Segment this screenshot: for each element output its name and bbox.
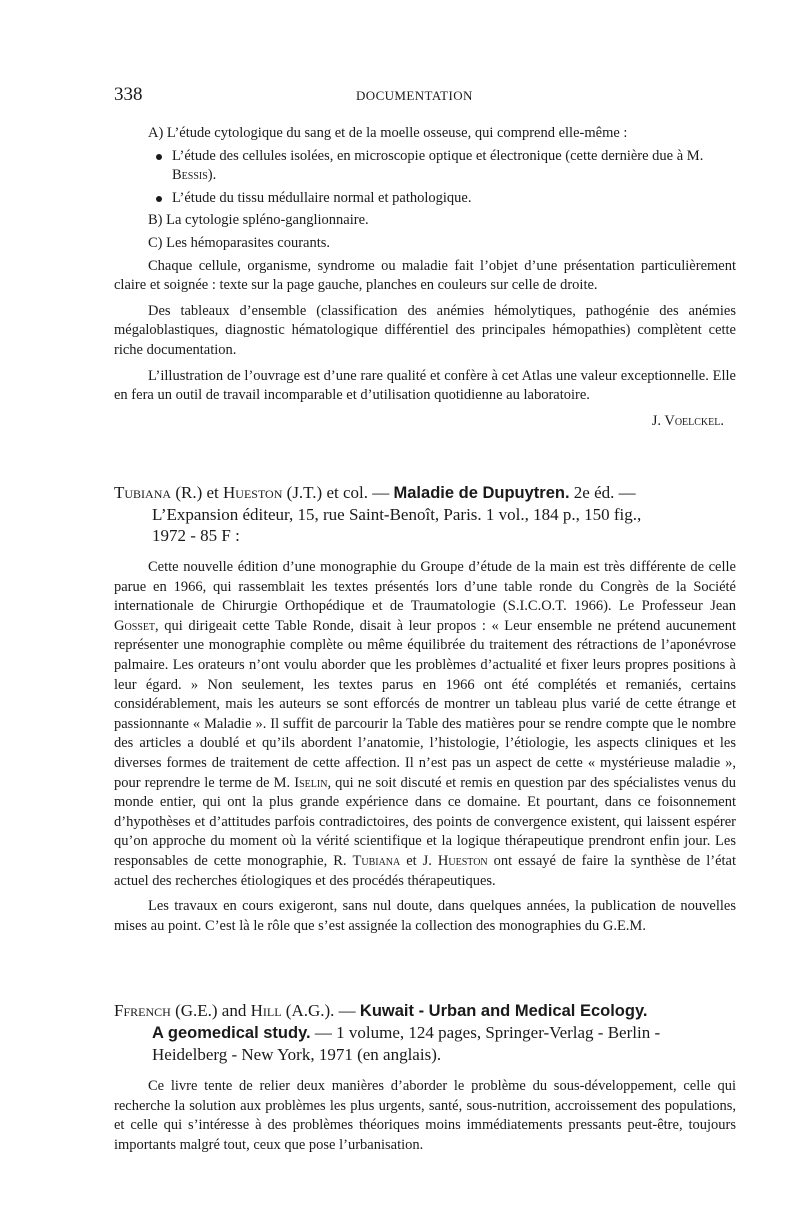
bullet-icon xyxy=(156,196,162,202)
second-review xyxy=(114,482,736,942)
first-review xyxy=(114,124,736,431)
bullet-icon xyxy=(156,154,162,160)
person-name: Gosset xyxy=(114,617,156,634)
paragraph: Ce livre tente de relier deux manières d’aborder le problème du sous-développement, celle qui recherche la solution aux problèmes les plus urgents, santé, sous-nutrition, accroissement des populations, et celle qui s’intéresse à des problèmes théoriques moins immédiatements pressants peut-être, toujours importants malgré tout, ceux que pose l’urbanisation. xyxy=(114,1078,736,1153)
third-review xyxy=(114,1000,736,1161)
publication-info: L’Expansion éditeur, 15, rue Saint-Benoît, Paris. 1 vol., 184 p., 150 fig., xyxy=(152,505,642,524)
author-name: Hill xyxy=(250,1001,282,1020)
item-c: C) Les hémoparasites courants. xyxy=(148,234,331,251)
person-name: Iselin xyxy=(294,774,328,791)
paragraph: Des tableaux d’ensemble (classification des anémies hémolytiques, pathogénie des anémies mégaloblastiques, diagnostic hématologique différentiel des principales hémopathies) complètent cette riche documentation. xyxy=(114,302,736,358)
person-name: Tubiana xyxy=(352,852,401,869)
publication-info: 1972 - 85 F : xyxy=(152,526,240,545)
paragraph: Cette nouvelle édition d’une monographie du Groupe d’étude de la main est très différente de celle parue en 1966, qui rassemblait les textes présentés lors d’une table ronde du Congrès de la Société internationale de Chirurgie Orthopédique et de Traumatologie (S.I.C.O.T. 1966). Le Professeur Jean Gosset, qui dirigeait cette Table Ronde, disait à leur propos : « Leur ensemble ne prétend aucunement représenter une monographie complète ou même équilibrée du traitement des rétractions de l’aponévrose palmaire. Les orateurs n’ont voulu aborder que les problèmes d’actualité et fixer leurs propres positions à leur égard. » Non seulement, les textes parus en 1966 ont été complétés et remaniés, certains considérablement, mais les auteurs se sont efforcés de montrer un tableau plus varié de cette étrange et passionnante « Maladie ». Il suffit de parcourir la Table des matières pour se rendre compte que le nombre des articles a doublé et qu’ils abordent l’anatomie, l’histologie, l’étiologie, les aspects cliniques et les diverses formes de traitement de cette affection. Il n’est pas un aspect de cette « mystérieuse maladie », pour reprendre le terme de M. Iselin, qui ne soit discuté et remis en question par des spécialistes venus du monde entier, qui ont la plus grande expérience dans ce domaine. Et pourtant, dans ce foisonnement d’hypothèses et d’attitudes parfois contradictoires, des points de convergence existent, qui laissent espérer qu’on approche du moment où la vérité scientifique et la logique thérapeutique prendront enfin jour. Les responsables de cette monographie, R. Tubiana et J. Hueston ont essayé de faire la synthèse de l’état actuel des recherches étiologiques et des procédés thérapeutiques. xyxy=(114,559,736,889)
person-name: Hueston xyxy=(437,852,488,869)
author-name: Tubiana xyxy=(114,483,172,502)
running-title: DOCUMENTATION xyxy=(356,88,473,103)
author-name: Ffrench xyxy=(114,1001,171,1020)
book-title: Maladie de Dupuytren. xyxy=(393,484,570,502)
bullet-item-1: L’étude des cellules isolées, en microscopie optique et électronique (cette dernière due à M. Bessis). xyxy=(114,147,736,186)
author-name: Hueston xyxy=(223,483,283,502)
publication-info: Heidelberg - New York, 1971 (en anglais). xyxy=(152,1045,442,1064)
review-citation: Tubiana (R.) et Hueston (J.T.) et col. — Maladie de Dupuytren. 2e éd. — L’Expansion éditeur, 15, rue Saint-Benoît, Paris. 1 vol., 184 p., 150 fig., 1972 - 85 F : xyxy=(114,482,736,546)
signature: J. Voelckel. xyxy=(651,412,724,429)
book-title: Kuwait - Urban and Medical Ecology. xyxy=(359,1002,648,1020)
paragraph: L’illustration de l’ouvrage est d’une rare qualité et confère à cet Atlas une valeur exceptionnelle. Elle en fera un outil de travail incomparable et d’utilisation quotidienne au laboratoire. xyxy=(114,367,736,404)
author-name: Bessis xyxy=(172,167,208,184)
edition: 2e éd. — xyxy=(569,483,636,502)
paragraph: Chaque cellule, organisme, syndrome ou maladie fait l’objet d’une présentation particulièrement claire et soignée : texte sur la page gauche, planches en couleurs sur celle de droite. xyxy=(114,257,736,294)
publication-info: — 1 volume, 124 pages, Springer-Verlag - Berlin - xyxy=(310,1023,661,1042)
bullet-item-2 xyxy=(114,189,736,209)
page-number: 338 xyxy=(114,84,143,105)
paragraph: Les travaux en cours exigeront, sans nul doute, dans quelques années, la publication de nouvelles mises au point. C’est là le rôle que s’est assignée la collection des monographies du G.E.M. xyxy=(114,898,736,934)
item-b: B) La cytologie spléno-ganglionnaire. xyxy=(148,212,369,229)
review-citation: Ffrench (G.E.) and Hill (A.G.). — Kuwait - Urban and Medical Ecology. A geomedical study. — 1 volume, 124 pages, Springer-Verlag - Berlin - Heidelberg - New York, 1971 (en anglais). xyxy=(114,1000,736,1065)
item-a: A) L’étude cytologique du sang et de la moelle osseuse, qui comprend elle-même : xyxy=(148,125,628,141)
book-subtitle: A geomedical study. xyxy=(152,1024,311,1042)
bullet-1-text: L’étude des cellules isolées, en microscopie optique et électronique (cette dernière due à M. xyxy=(172,147,704,164)
bullet-2-text: L’étude du tissu médullaire normal et pathologique. xyxy=(172,189,472,206)
